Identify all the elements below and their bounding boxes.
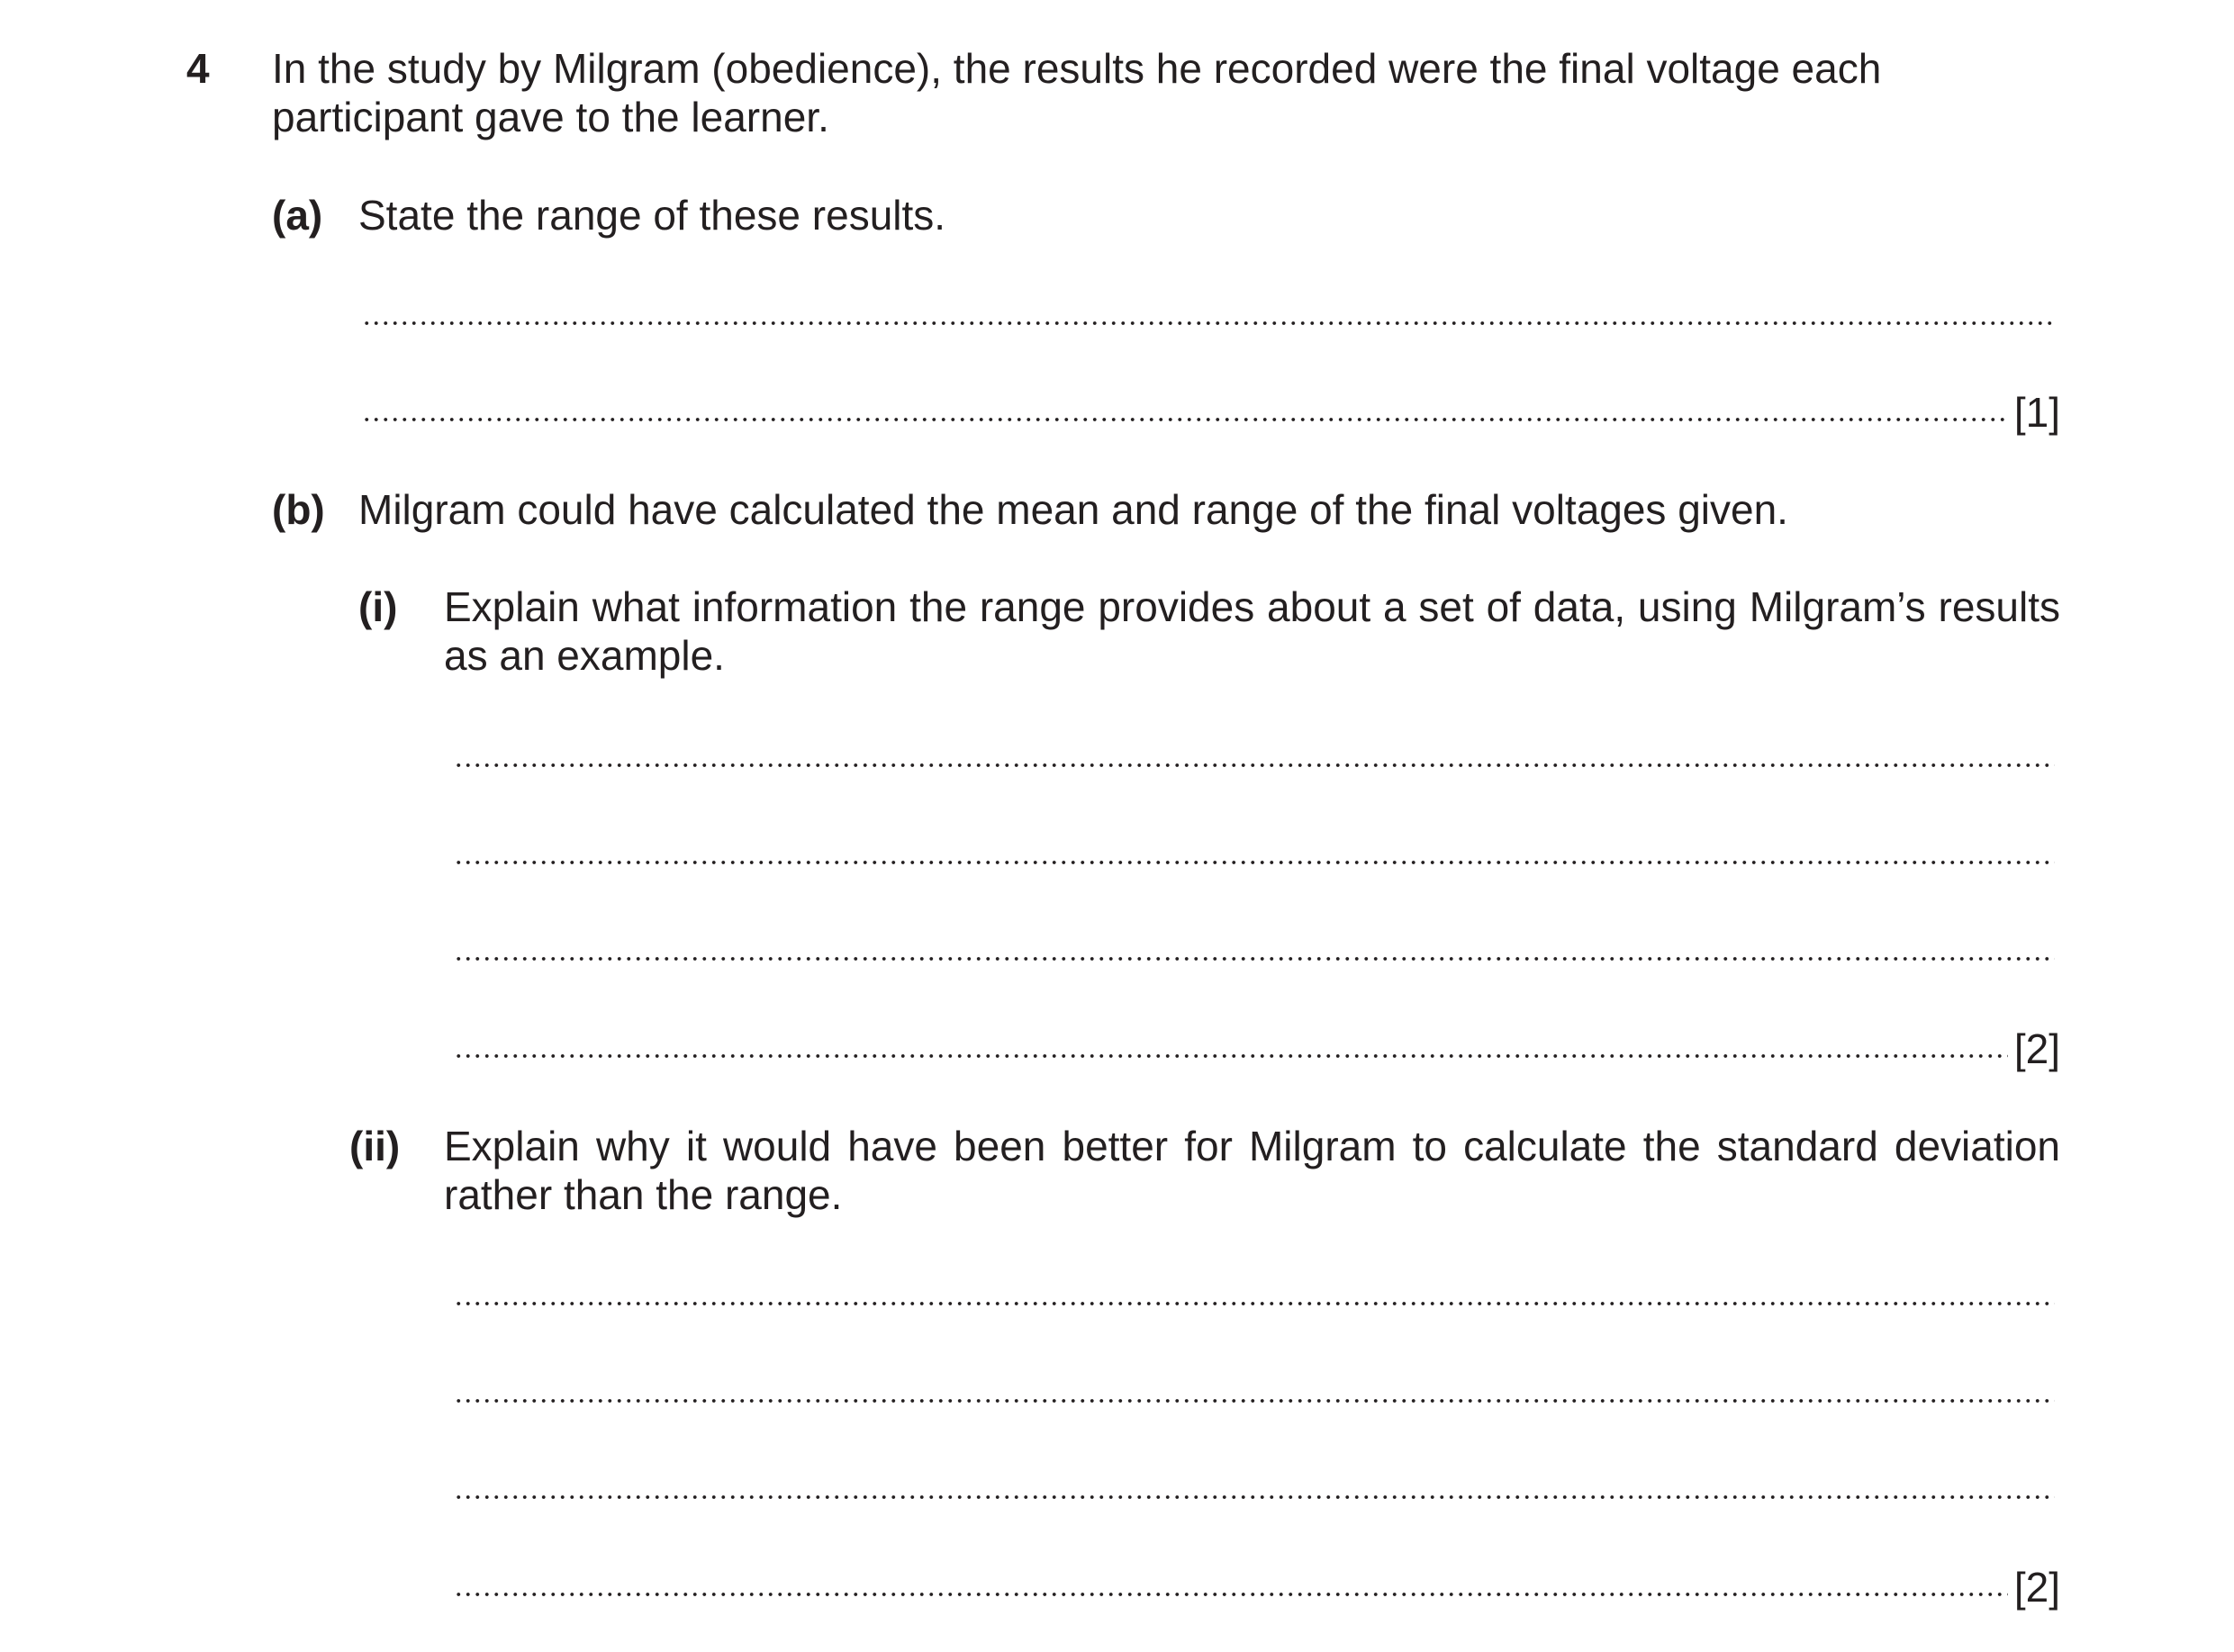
question-number: 4 xyxy=(186,45,210,92)
subpart-ii-text: Explain why it would have been better for Milgram to calculate the standard deviation rather than the range. xyxy=(444,1123,2060,1218)
subpart-i-text: Explain what information the range provides about a set of data, using Milgram’s results as an example. xyxy=(444,583,2060,679)
answer-line[interactable] xyxy=(362,417,2008,422)
part-b-label: (b) xyxy=(272,486,325,533)
subpart-i-label: (i) xyxy=(358,583,398,630)
answer-line[interactable] xyxy=(454,1053,2008,1059)
part-a-label: (a) xyxy=(272,192,323,239)
answer-line[interactable] xyxy=(454,1592,2008,1597)
answer-line[interactable] xyxy=(454,763,2055,768)
part-a-text: State the range of these results. xyxy=(358,192,946,239)
answer-line[interactable] xyxy=(454,1494,2055,1500)
question-stem: In the study by Milgram (obedience), the results he recorded were the final voltage each participant gave to the learner. xyxy=(272,45,1882,140)
part-b-text: Milgram could have calculated the mean and range of the final voltages given. xyxy=(358,486,1788,533)
answer-line[interactable] xyxy=(454,1398,2055,1404)
marks-label: [2] xyxy=(2013,1025,2060,1072)
answer-line[interactable] xyxy=(454,956,2055,961)
answer-line[interactable] xyxy=(454,860,2055,865)
subpart-ii-label: (ii) xyxy=(349,1123,401,1169)
marks-label: [2] xyxy=(2013,1564,2060,1611)
answer-line[interactable] xyxy=(362,320,2055,326)
marks-label: [1] xyxy=(2013,389,2060,436)
answer-line[interactable] xyxy=(454,1301,2055,1306)
